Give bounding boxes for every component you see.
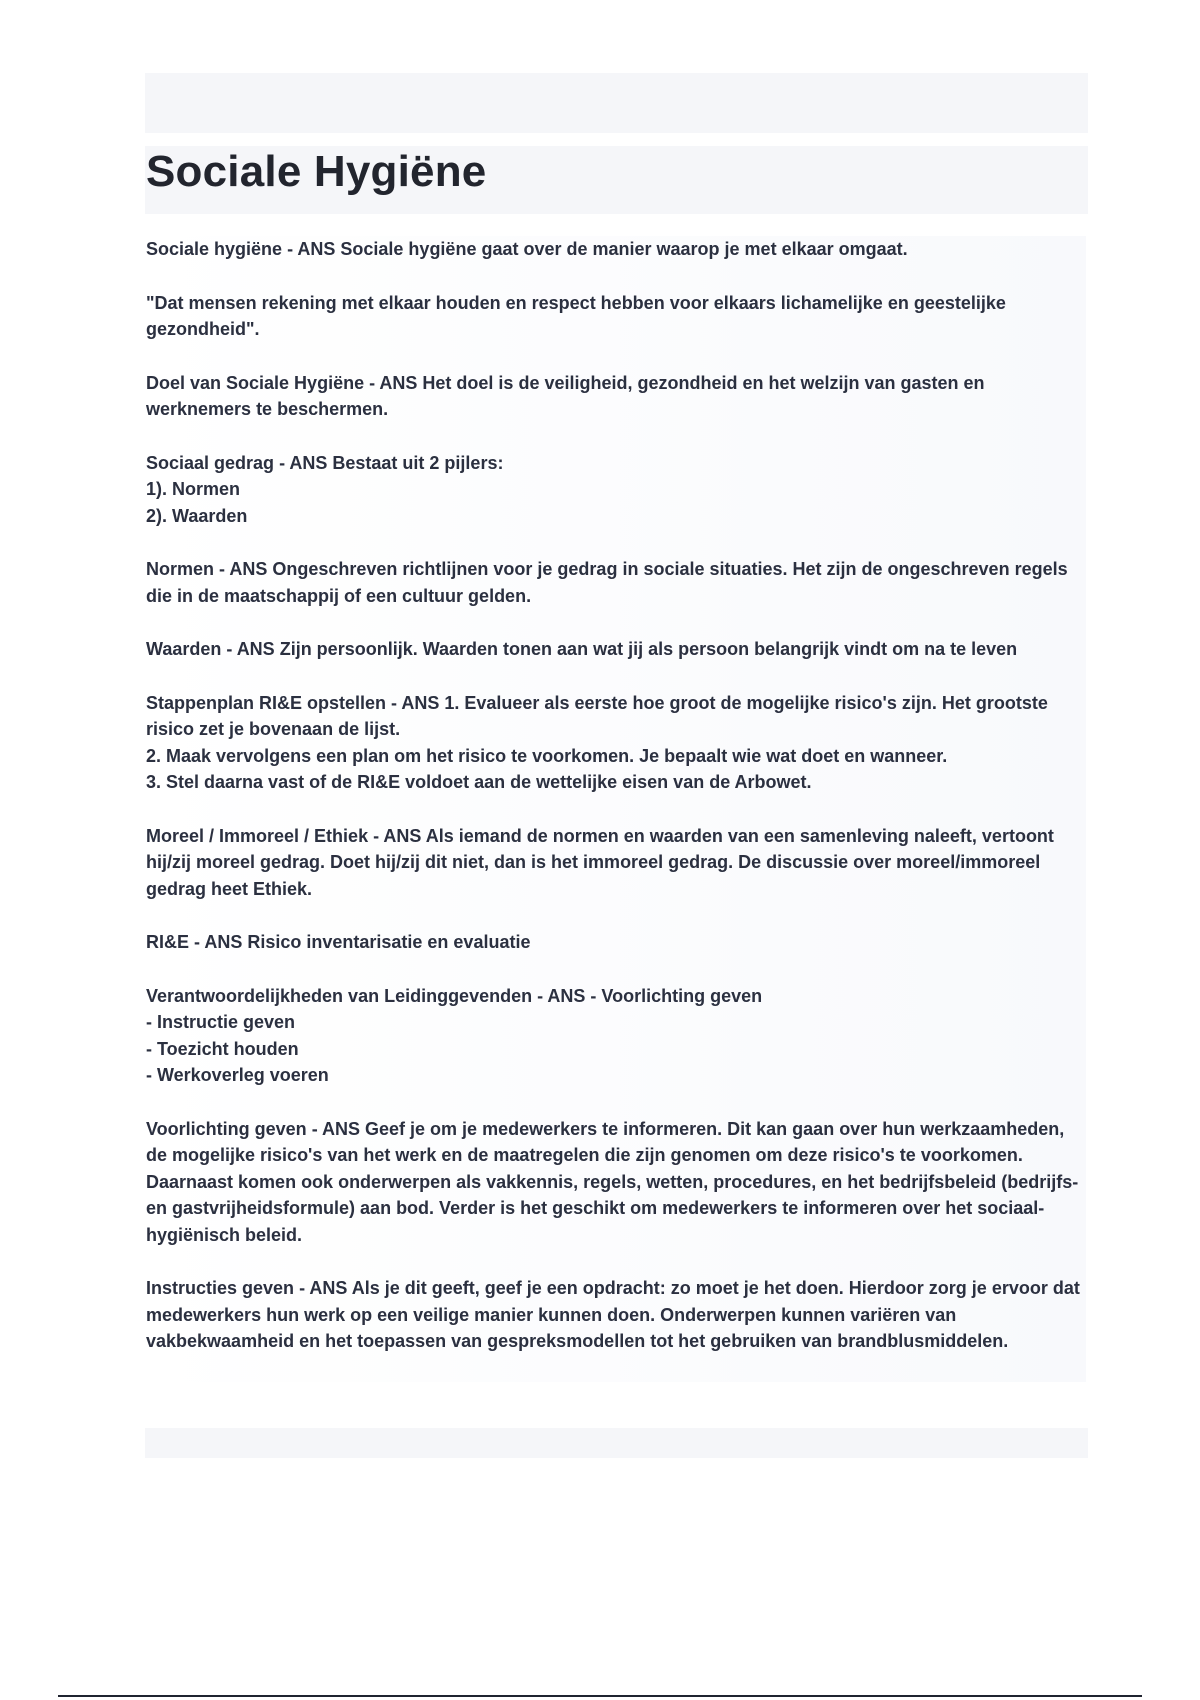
flashcard-term: Normen <box>146 559 215 579</box>
flashcard-term: Moreel / Immoreel / Ethiek <box>146 825 369 846</box>
flashcard-verantwoordelijkheden <box>146 983 1086 1089</box>
header-band <box>145 73 1088 133</box>
flashcard-stappenplan <box>146 690 1086 796</box>
flashcard-normen <box>146 556 1086 609</box>
flashcard-answer: ANS Risico inventarisatie en evaluatie <box>204 932 531 952</box>
flashcard-separator: - <box>274 452 290 473</box>
flashcard-answer: ANS 1. Evalueer als eerste hoe groot de mogelijke risico's zijn. Het grootste risico zet je bovenaan de lijst. 2. Maak vervolgens een plan om het risico te voorkomen. Je bepaalt wie wat doet en wanneer. 3. Stel daarna vast of de RI&E voldoet aan de wettelijke eisen van de Arbowet. <box>146 692 1048 792</box>
flashcard-answer: ANS Bestaat uit 2 pijlers: 1). Normen 2). Waarden <box>146 452 504 526</box>
flashcard-term: Sociaal gedrag <box>146 452 275 473</box>
flashcard-moreel <box>146 823 1086 903</box>
flashcard-waarden <box>146 636 1086 663</box>
flashcard-term: Voorlichting geven <box>146 1118 307 1139</box>
flashcard-separator: - <box>189 932 205 952</box>
flashcard-doel <box>146 370 1086 423</box>
flashcard-separator: - <box>282 239 298 259</box>
footer-divider <box>58 1695 1142 1697</box>
flashcard-instructies <box>146 1275 1086 1355</box>
flashcard-sociaal-gedrag <box>146 450 1086 530</box>
flashcard-separator: - <box>386 692 402 713</box>
flashcard-answer: ANS Zijn persoonlijk. Waarden tonen aan wat jij als persoon belangrijk vindt om na te leven <box>236 639 1018 659</box>
flashcard-answer: ANS Geef je om je medewerkers te informeren. Dit kan gaan over hun werkzaamheden, de mogelijke risico's van het werk en de maatregelen die zijn genomen om deze risico's te voorkomen. Daarnaast komen ook onderwerpen als vakkennis, regels, wetten, procedures, en het bedrijfsbeleid (bedrijfs- en gastvrijheidsformule) aan bod. Verder is het geschikt om medewerkers te informeren over het sociaal-hygiënisch beleid. <box>146 1118 1079 1245</box>
flashcard-separator: - <box>294 1278 310 1298</box>
flashcard-answer: ANS Als je dit geeft, geef je een opdracht: zo moet je het doen. Hierdoor zorg je ervoor dat medewerkers hun werk op een veilige manier kunnen doen. Onderwerpen kunnen variëren van vakbekwaamheid en het toepassen van gespreksmodellen tot het gebruiken van brandblusmiddelen. <box>146 1278 1080 1351</box>
flashcard-term: Stappenplan RI&E opstellen <box>146 692 387 713</box>
flashcard-term: Doel van Sociale Hygiëne <box>146 372 365 393</box>
flashcard-term: Verantwoordelijkheden van Leidinggevenden <box>146 985 533 1006</box>
flashcard-term: Waarden <box>146 639 222 659</box>
flashcard-voorlichting <box>146 1116 1086 1249</box>
flashcard-separator: - <box>306 1118 323 1139</box>
flashcard-sociale-hygiene <box>146 236 1086 263</box>
flashcard-list <box>146 236 1086 1382</box>
flashcard-term: RI&E <box>146 932 190 952</box>
footer-band <box>145 1428 1088 1458</box>
flashcard-rie <box>146 929 1086 956</box>
page-title: Sociale Hygiëne <box>146 147 487 196</box>
flashcard-answer: ANS Als iemand de normen en waarden van een samenleving naleeft, vertoont hij/zij moreel gedrag. Doet hij/zij dit niet, dan is het immoreel gedrag. De discussie over moreel/immoreel gedrag heet Ethiek. <box>146 825 1054 899</box>
flashcard-separator: - <box>221 639 237 659</box>
flashcard-answer: ANS Het doel is de veiligheid, gezondheid en het welzijn van gasten en werknemers te beschermen. <box>146 372 985 419</box>
flashcard-answer: ANS - Voorlichting geven - Instructie geven - Toezicht houden - Werkoverleg voeren <box>146 985 763 1085</box>
flashcard-separator: - <box>368 825 384 846</box>
flashcard-answer: "Dat mensen rekening met elkaar houden en respect hebben voor elkaars lichamelijke en geestelijke gezondheid". <box>146 292 1006 339</box>
flashcard-term: Sociale hygiëne <box>146 239 283 259</box>
flashcard-quote <box>146 290 1086 343</box>
flashcard-answer: ANS Sociale hygiëne gaat over de manier waarop je met elkaar omgaat. <box>297 239 908 259</box>
flashcard-separator: - <box>214 559 230 579</box>
flashcard-separator: - <box>532 985 548 1006</box>
flashcard-answer: ANS Ongeschreven richtlijnen voor je gedrag in sociale situaties. Het zijn de ongeschreven regels die in de maatschappij of een cultuur gelden. <box>146 559 1068 606</box>
flashcard-term: Instructies geven <box>146 1278 295 1298</box>
flashcard-separator: - <box>364 372 380 393</box>
